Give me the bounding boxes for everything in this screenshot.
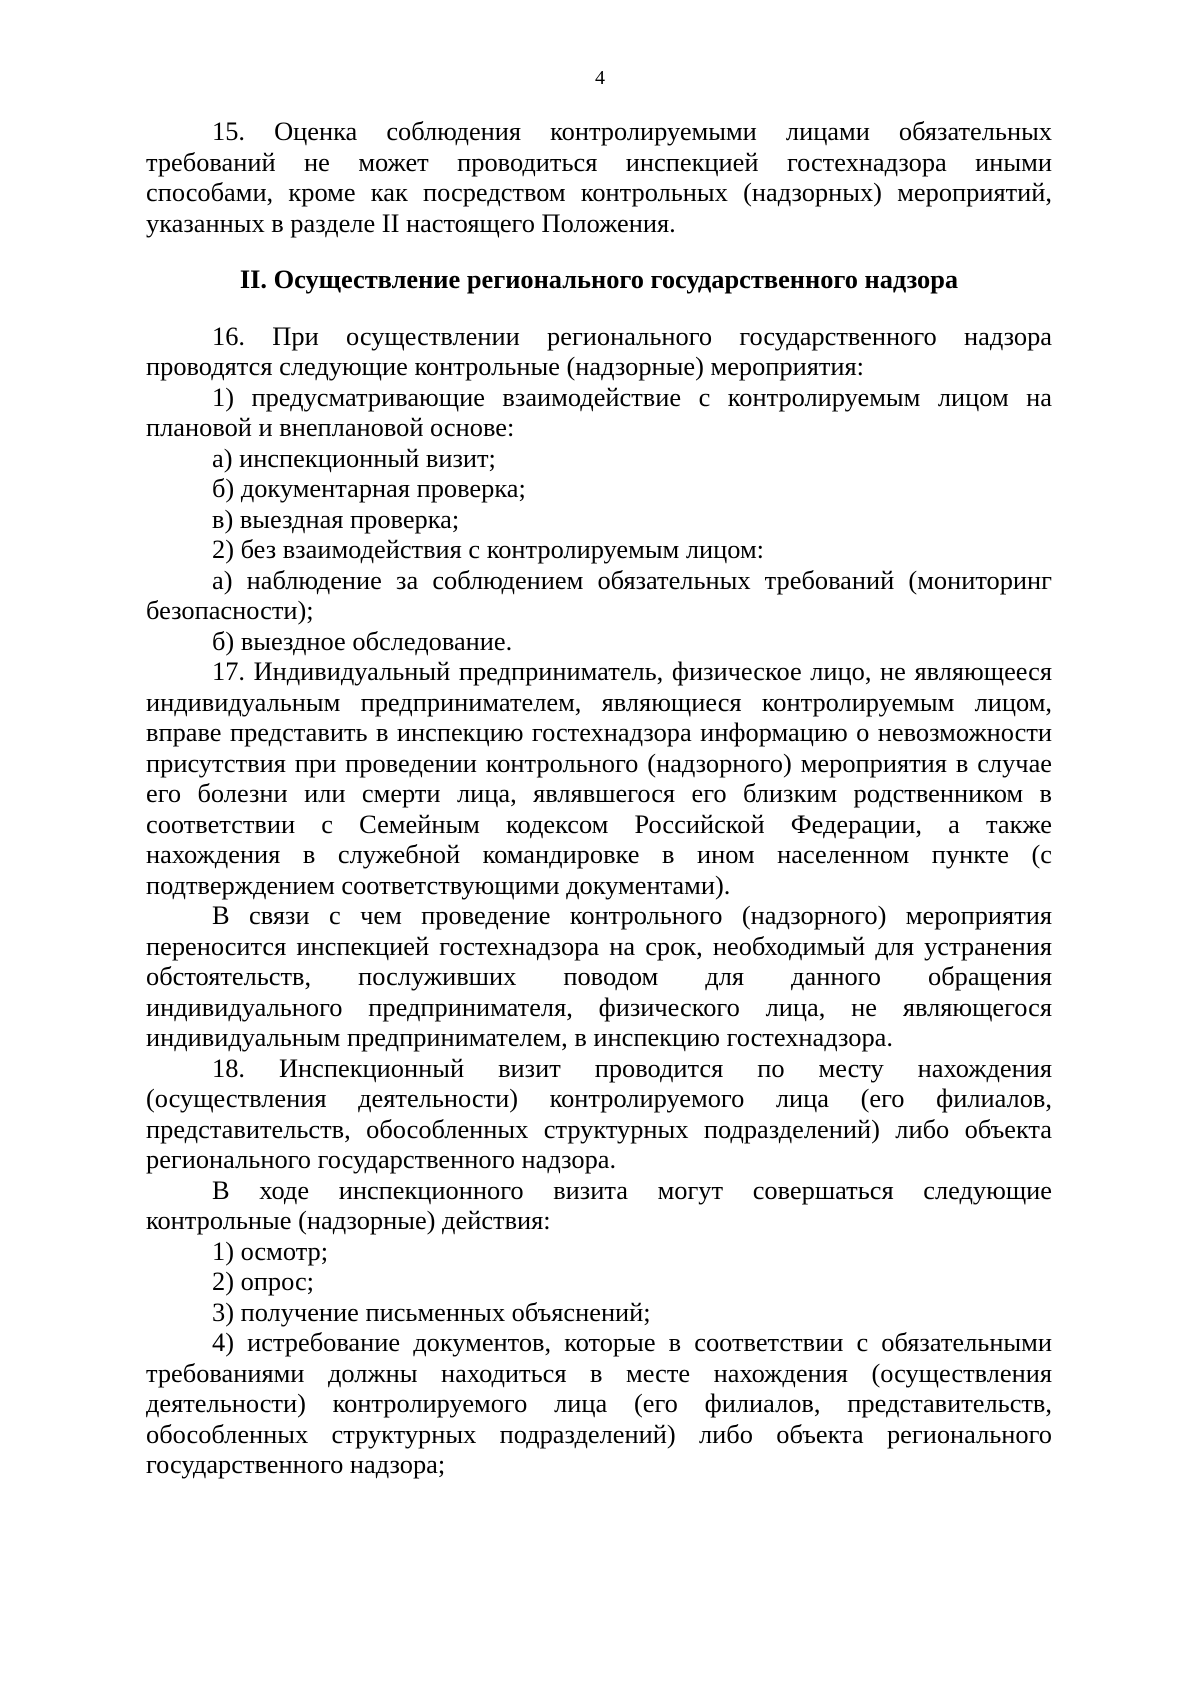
paragraph-17-continued: В связи с чем проведение контрольного (надзорного) мероприятия переносится инспекцией гостехнадзора на срок, необходимый для устранения обстоятельств, послуживших поводом для данного обращения индивидуального предпринимателя, физического лица, не являющегося индивидуальным предпринимателем, в инспекцию гостехнадзора. (146, 900, 1052, 1052)
list-item-2a: а) наблюдение за соблюдением обязательных требований (мониторинг безопасности); (146, 564, 1052, 625)
paragraph-15: 15. Оценка соблюдения контролируемыми лицами обязательных требований не может проводиться инспекцией гостехнадзора иными способами, кроме как посредством контрольных (надзорных) мероприятий, указанных в разделе II настоящего Положения. (146, 116, 1052, 238)
list-item-1: 1) предусматривающие взаимодействие с контролируемым лицом на плановой и внеплановой основе: (146, 381, 1052, 442)
action-item-4: 4) истребование документов, которые в соответствии с обязательными требованиями должны находиться в месте нахождения (осуществления деятельности) контролируемого лица (его филиалов, представительств, обособленных структурных подразделений) либо объекта регионального государственного надзора; (146, 1327, 1052, 1479)
list-item-2b: б) выездное обследование. (212, 625, 513, 656)
list-item-1b: б) документарная проверка; (212, 473, 526, 503)
list-item-1a: а) инспекционный визит; (212, 442, 496, 473)
action-item-2: 2) опрос; (212, 1266, 314, 1296)
action-item-3: 3) получение письменных объяснений; (212, 1296, 651, 1327)
list-item-2: 2) без взаимодействия с контролируемым лицом: (212, 534, 764, 564)
action-item-1: 1) осмотр; (212, 1235, 329, 1266)
paragraph-18-actions-intro: В ходе инспекционного визита могут совершаться следующие контрольные (надзорные) действия: (146, 1174, 1052, 1235)
section-heading: II. Осуществление регионального государственного надзора (239, 264, 959, 294)
document-body (146, 116, 1052, 1480)
page-number: 4 (595, 67, 605, 89)
paragraph-18: 18. Инспекционный визит проводится по месту нахождения (осуществления деятельности) контролируемого лица (его филиалов, представительств, обособленных структурных подразделений) либо объекта регионального государственного надзора. (146, 1052, 1052, 1174)
list-item-1c: в) выездная проверка; (212, 503, 460, 534)
paragraph-16: 16. При осуществлении регионального государственного надзора проводятся следующие контрольные (надзорные) мероприятия: (146, 320, 1052, 381)
paragraph-17: 17. Индивидуальный предприниматель, физическое лицо, не являющееся индивидуальным предпринимателем, являющиеся контролируемым лицом, вправе представить в инспекцию гостехнадзора информацию о невозможности присутствия при проведении контрольного (надзорного) мероприятия в случае его болезни или смерти лица, являвшегося его близким родственником в соответствии с Семейным кодексом Российской Федерации, а также нахождения в служебной командировке в ином населенном пункте (с подтверждением соответствующими документами). (146, 656, 1052, 900)
